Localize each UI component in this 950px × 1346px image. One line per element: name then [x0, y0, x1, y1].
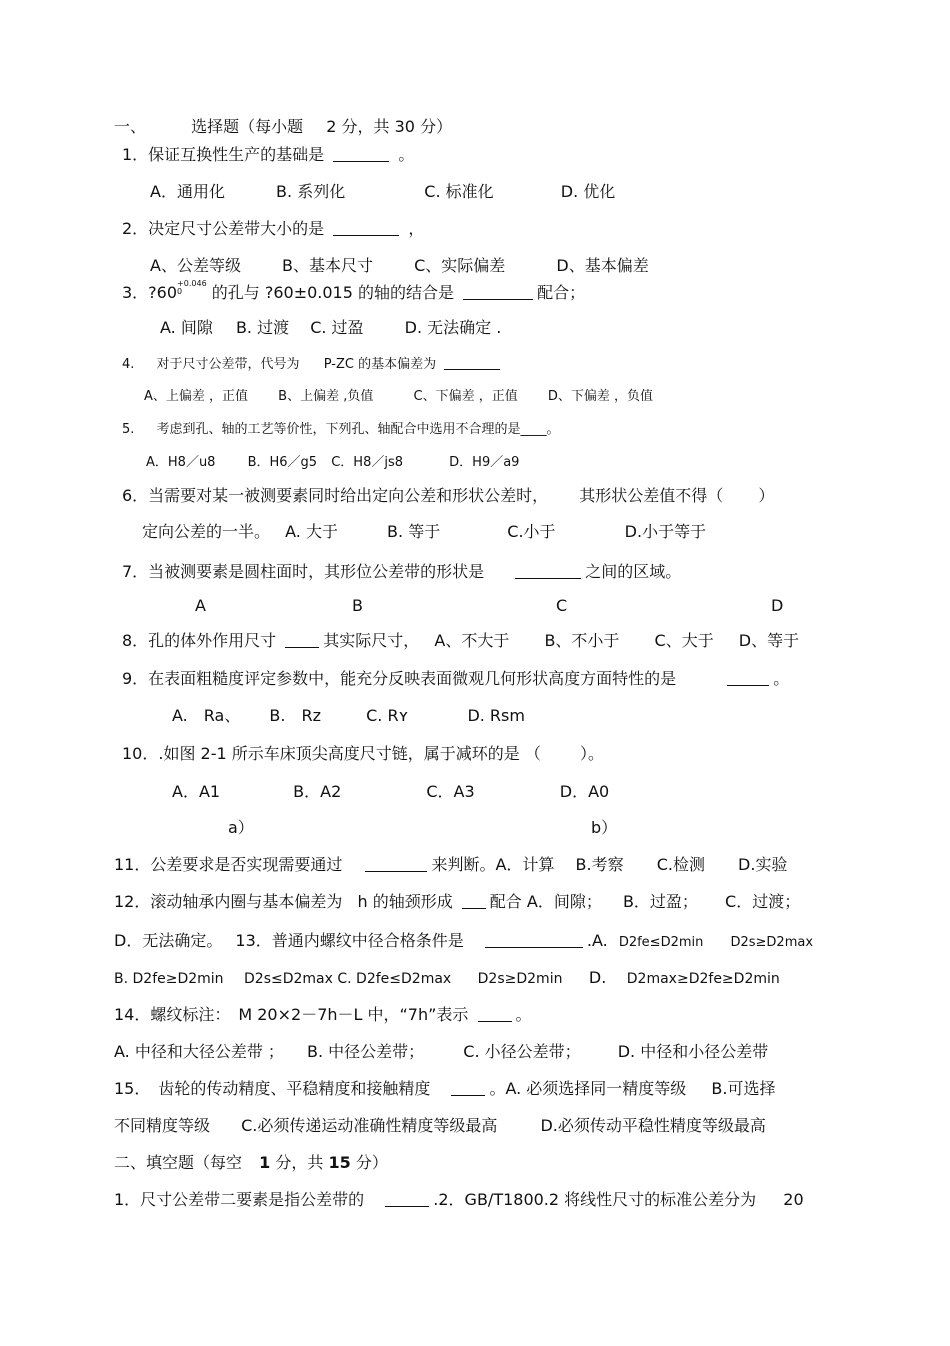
option-d: D. 优化 [560, 182, 616, 201]
question-1 [122, 144, 414, 166]
answer-blank [365, 857, 427, 872]
option-d: D、基本偏差 [556, 256, 649, 275]
option-b: B.考察 [575, 855, 624, 874]
option-b: B [352, 596, 363, 615]
question-12 [114, 891, 800, 913]
figure-label-a: a） [228, 818, 254, 837]
option-c: C．H8／js8 [331, 455, 404, 470]
question-15 [114, 1078, 775, 1100]
answer-blank [285, 633, 319, 648]
question-6 [122, 485, 774, 507]
option-a: A. 中径和大径公差带 ； [114, 1042, 284, 1061]
section-1-number: 一、 [114, 117, 147, 136]
question-9-end: 。 [773, 669, 790, 688]
question-11-text: 11．公差要求是否实现需要通过 [114, 855, 343, 874]
option-b: B. 过渡 [235, 318, 290, 337]
question-12-end: 配合 A．间隙； [489, 892, 602, 911]
option-c: C [556, 596, 568, 615]
question-5-text: 考虑到孔、轴的工艺等价性，下列孔、轴配合中选用不合理的是____。 [156, 422, 560, 437]
section-1-heading [114, 116, 452, 138]
option-b: B. D2fe≥D2min [114, 971, 224, 987]
option-b: B．过盈； [622, 892, 698, 911]
option-c: C. Rʏ [366, 706, 409, 725]
question-9-text: 9．在表面粗糙度评定参数中，能充分反映表面微观几何形状高度方面特性的是 [122, 669, 677, 688]
question-9-options [172, 705, 525, 727]
question-7-end: 之间的区域。 [585, 562, 682, 581]
tolerance-superscript [177, 280, 207, 296]
fill-question-1-mid: .2．GB/T1800.2 将线性尺寸的标准公差分为 [433, 1190, 757, 1209]
tolerance-upper: +0.046 [177, 279, 207, 288]
question-6-text2: 其形状公差值不得（ [579, 486, 724, 505]
option-c: C. 过盈 [310, 318, 364, 337]
option-b: B、基本尺寸 [282, 256, 374, 275]
question-4-options [144, 386, 653, 408]
question-6-line2-text: 定向公差的一半。 [142, 522, 271, 541]
option-d: D. [588, 968, 607, 987]
answer-blank [451, 1081, 485, 1096]
option-a: A．A1 [172, 782, 221, 801]
section-1-title: 选择题（每小题 [191, 117, 304, 136]
option-d-2: D2max≥D2fe≥D2min [626, 971, 780, 987]
question-8-text: 8．孔的体外作用尺寸 [122, 631, 277, 650]
question-14-text: 14．螺纹标注： M 20×2－7h－L 中，“7h”表示 [114, 1005, 469, 1024]
fill-question-1 [114, 1189, 804, 1211]
question-15-line2 [114, 1115, 766, 1137]
option-b: B、不小于 [544, 631, 620, 650]
answer-blank [385, 1192, 429, 1207]
option-a: A、不大于 [434, 631, 510, 650]
question-7 [122, 561, 681, 583]
question-12-text: 12．滚动轴承内圈与基本偏差为 [114, 892, 343, 911]
question-3-options [160, 317, 501, 339]
section-2-points: 1 [259, 1153, 271, 1172]
question-2-options [150, 255, 649, 277]
section-1-points: 2 [326, 117, 337, 136]
section-1-mid: 分，共 [341, 117, 390, 136]
option-b: B. 等于 [387, 522, 441, 541]
question-8-mid: 其实际尺寸， [323, 631, 420, 650]
question-1-options [150, 181, 615, 203]
fill-question-1-text: 1．尺寸公差带二要素是指公差带的 [114, 1190, 365, 1209]
question-2-end: ， [408, 219, 425, 238]
option-c: C．A3 [426, 782, 475, 801]
figure-label-b: b） [591, 818, 618, 837]
option-c: C．过渡； [725, 892, 801, 911]
option-d: D. 中径和小径公差带 [617, 1042, 769, 1061]
option-a: A、上偏差 ，正值 [144, 389, 249, 404]
question-2 [122, 218, 424, 240]
question-5 [122, 419, 560, 441]
answer-blank [463, 285, 533, 300]
question-3-pre: 3．?60 [122, 283, 178, 302]
question-3 [122, 280, 585, 304]
answer-blank [727, 671, 769, 686]
question-15-line2-text: 不同精度等级 [114, 1116, 211, 1135]
option-a: A. 大于 [285, 522, 338, 541]
question-10 [122, 743, 604, 765]
option-b: B. Rz [269, 706, 322, 725]
option-b: B. 系列化 [276, 182, 346, 201]
question-5-number: 5. [122, 422, 135, 437]
question-15-text: 15． 齿轮的传动精度、平稳精度和接触精度 [114, 1079, 431, 1098]
option-b: B. 中径公差带； [307, 1042, 425, 1061]
option-d: D、等于 [738, 631, 800, 650]
fill-question-1-end: 20 [783, 1190, 804, 1209]
question-14-end: 。 [515, 1005, 532, 1024]
answer-blank [444, 355, 500, 370]
option-a: A. Ra、 [172, 706, 241, 725]
question-6-end: ） [758, 486, 775, 505]
question-1-text: 1．保证互换性生产的基础是 [122, 145, 325, 164]
question-8 [122, 630, 799, 652]
option-a-2: D2s≥D2max [730, 935, 814, 950]
option-d: D．H9／a9 [449, 455, 520, 470]
option-c: C、实际偏差 [414, 256, 506, 275]
answer-blank [333, 147, 389, 162]
option-c: C.必须传递运动准确性精度等级最高 [241, 1116, 498, 1135]
answer-blank [485, 933, 583, 948]
option-c: C. D2fe≤D2max [337, 971, 452, 987]
option-c: C.检测 [656, 855, 705, 874]
question-7-text: 7．当被测要素是圆柱面时，其形位公差带的形状是 [122, 562, 485, 581]
question-6-line2 [142, 521, 706, 543]
section-2-heading [114, 1152, 388, 1174]
question-10-text: 10．.如图 2-1 所示车床顶尖高度尺寸链，属于减环的是 （ [122, 744, 541, 763]
option-c: C. 标准化 [424, 182, 494, 201]
option-b-2: D2s≤D2max [244, 971, 333, 987]
question-3-mid: 的孔与 ?60±0.015 的轴的结合是 [211, 283, 454, 302]
option-d: D.必须传动平稳性精度等级最高 [540, 1116, 766, 1135]
option-b: B．A2 [293, 782, 342, 801]
question-4-code: P-ZC 的基本偏差为 [323, 357, 437, 372]
option-a: D2fe≤D2min [618, 935, 704, 950]
section-2-total: 15 [328, 1153, 351, 1172]
answer-blank [478, 1007, 512, 1022]
option-c-2: D2s≥D2min [477, 971, 563, 987]
question-13-text: 13．普通内螺纹中径合格条件是 [235, 931, 464, 950]
option-d: D.实验 [738, 855, 788, 874]
option-b: B.可选择 [711, 1079, 776, 1098]
question-10-options [172, 781, 609, 803]
section-2-mid: 分，共 [275, 1153, 324, 1172]
question-10-end: ）。 [579, 744, 604, 763]
option-a: A、公差等级 [150, 256, 241, 275]
option-d: D. Rsm [467, 706, 525, 725]
option-d: D [771, 596, 784, 615]
option-a: A. 间隙 [160, 318, 213, 337]
question-3-end: 配合； [537, 283, 586, 302]
answer-blank [515, 564, 581, 579]
option-a: A．通用化 [150, 182, 225, 201]
question-5-options [146, 452, 519, 474]
option-b: B．H6／g5 [247, 455, 318, 470]
option-c: C、下偏差 ，正值 [413, 389, 518, 404]
question-11 [114, 854, 787, 876]
option-c: C.小于 [507, 522, 556, 541]
question-13 [114, 930, 813, 954]
question-15-end: 。A. 必须选择同一精度等级 [489, 1079, 687, 1098]
answer-blank [462, 894, 486, 909]
section-1-total: 30 [394, 117, 415, 136]
option-d: D.小于等于 [624, 522, 707, 541]
question-13-a-prefix: .A. [586, 931, 608, 950]
option-c: C. 小径公差带； [463, 1042, 581, 1061]
question-13-options [114, 967, 780, 990]
question-9 [122, 668, 789, 690]
question-12-h: h 的轴颈形成 [357, 892, 453, 911]
option-b: B、上偏差 ,负值 [278, 389, 374, 404]
section-2-title: 二、填空题（每空 [114, 1153, 243, 1172]
answer-blank [333, 221, 399, 236]
option-d: D．A0 [559, 782, 610, 801]
option-d: D. 无法确定 . [404, 318, 502, 337]
question-4-text: 对于尺寸公差带，代号为 [156, 357, 300, 372]
question-14 [114, 1004, 532, 1026]
question-11-end: 来判断。A．计算 [431, 855, 555, 874]
question-14-options [114, 1041, 768, 1063]
option-d: D、下偏差 ，负值 [547, 389, 654, 404]
question-4 [122, 354, 504, 376]
question-1-end: 。 [398, 145, 415, 164]
section-1-end: 分） [420, 117, 453, 136]
option-a: A．H8／u8 [146, 455, 216, 470]
question-2-text: 2．决定尺寸公差带大小的是 [122, 219, 325, 238]
question-6-text: 6．当需要对某一被测要素同时给出定向公差和形状公差时， [122, 486, 549, 505]
tolerance-lower: 0 [177, 287, 183, 296]
option-c: C、大于 [654, 631, 714, 650]
section-2-end: 分） [355, 1153, 388, 1172]
option-a: A [195, 596, 206, 615]
question-4-number: 4. [122, 357, 135, 372]
question-12-option-d: D．无法确定。 [114, 931, 223, 950]
